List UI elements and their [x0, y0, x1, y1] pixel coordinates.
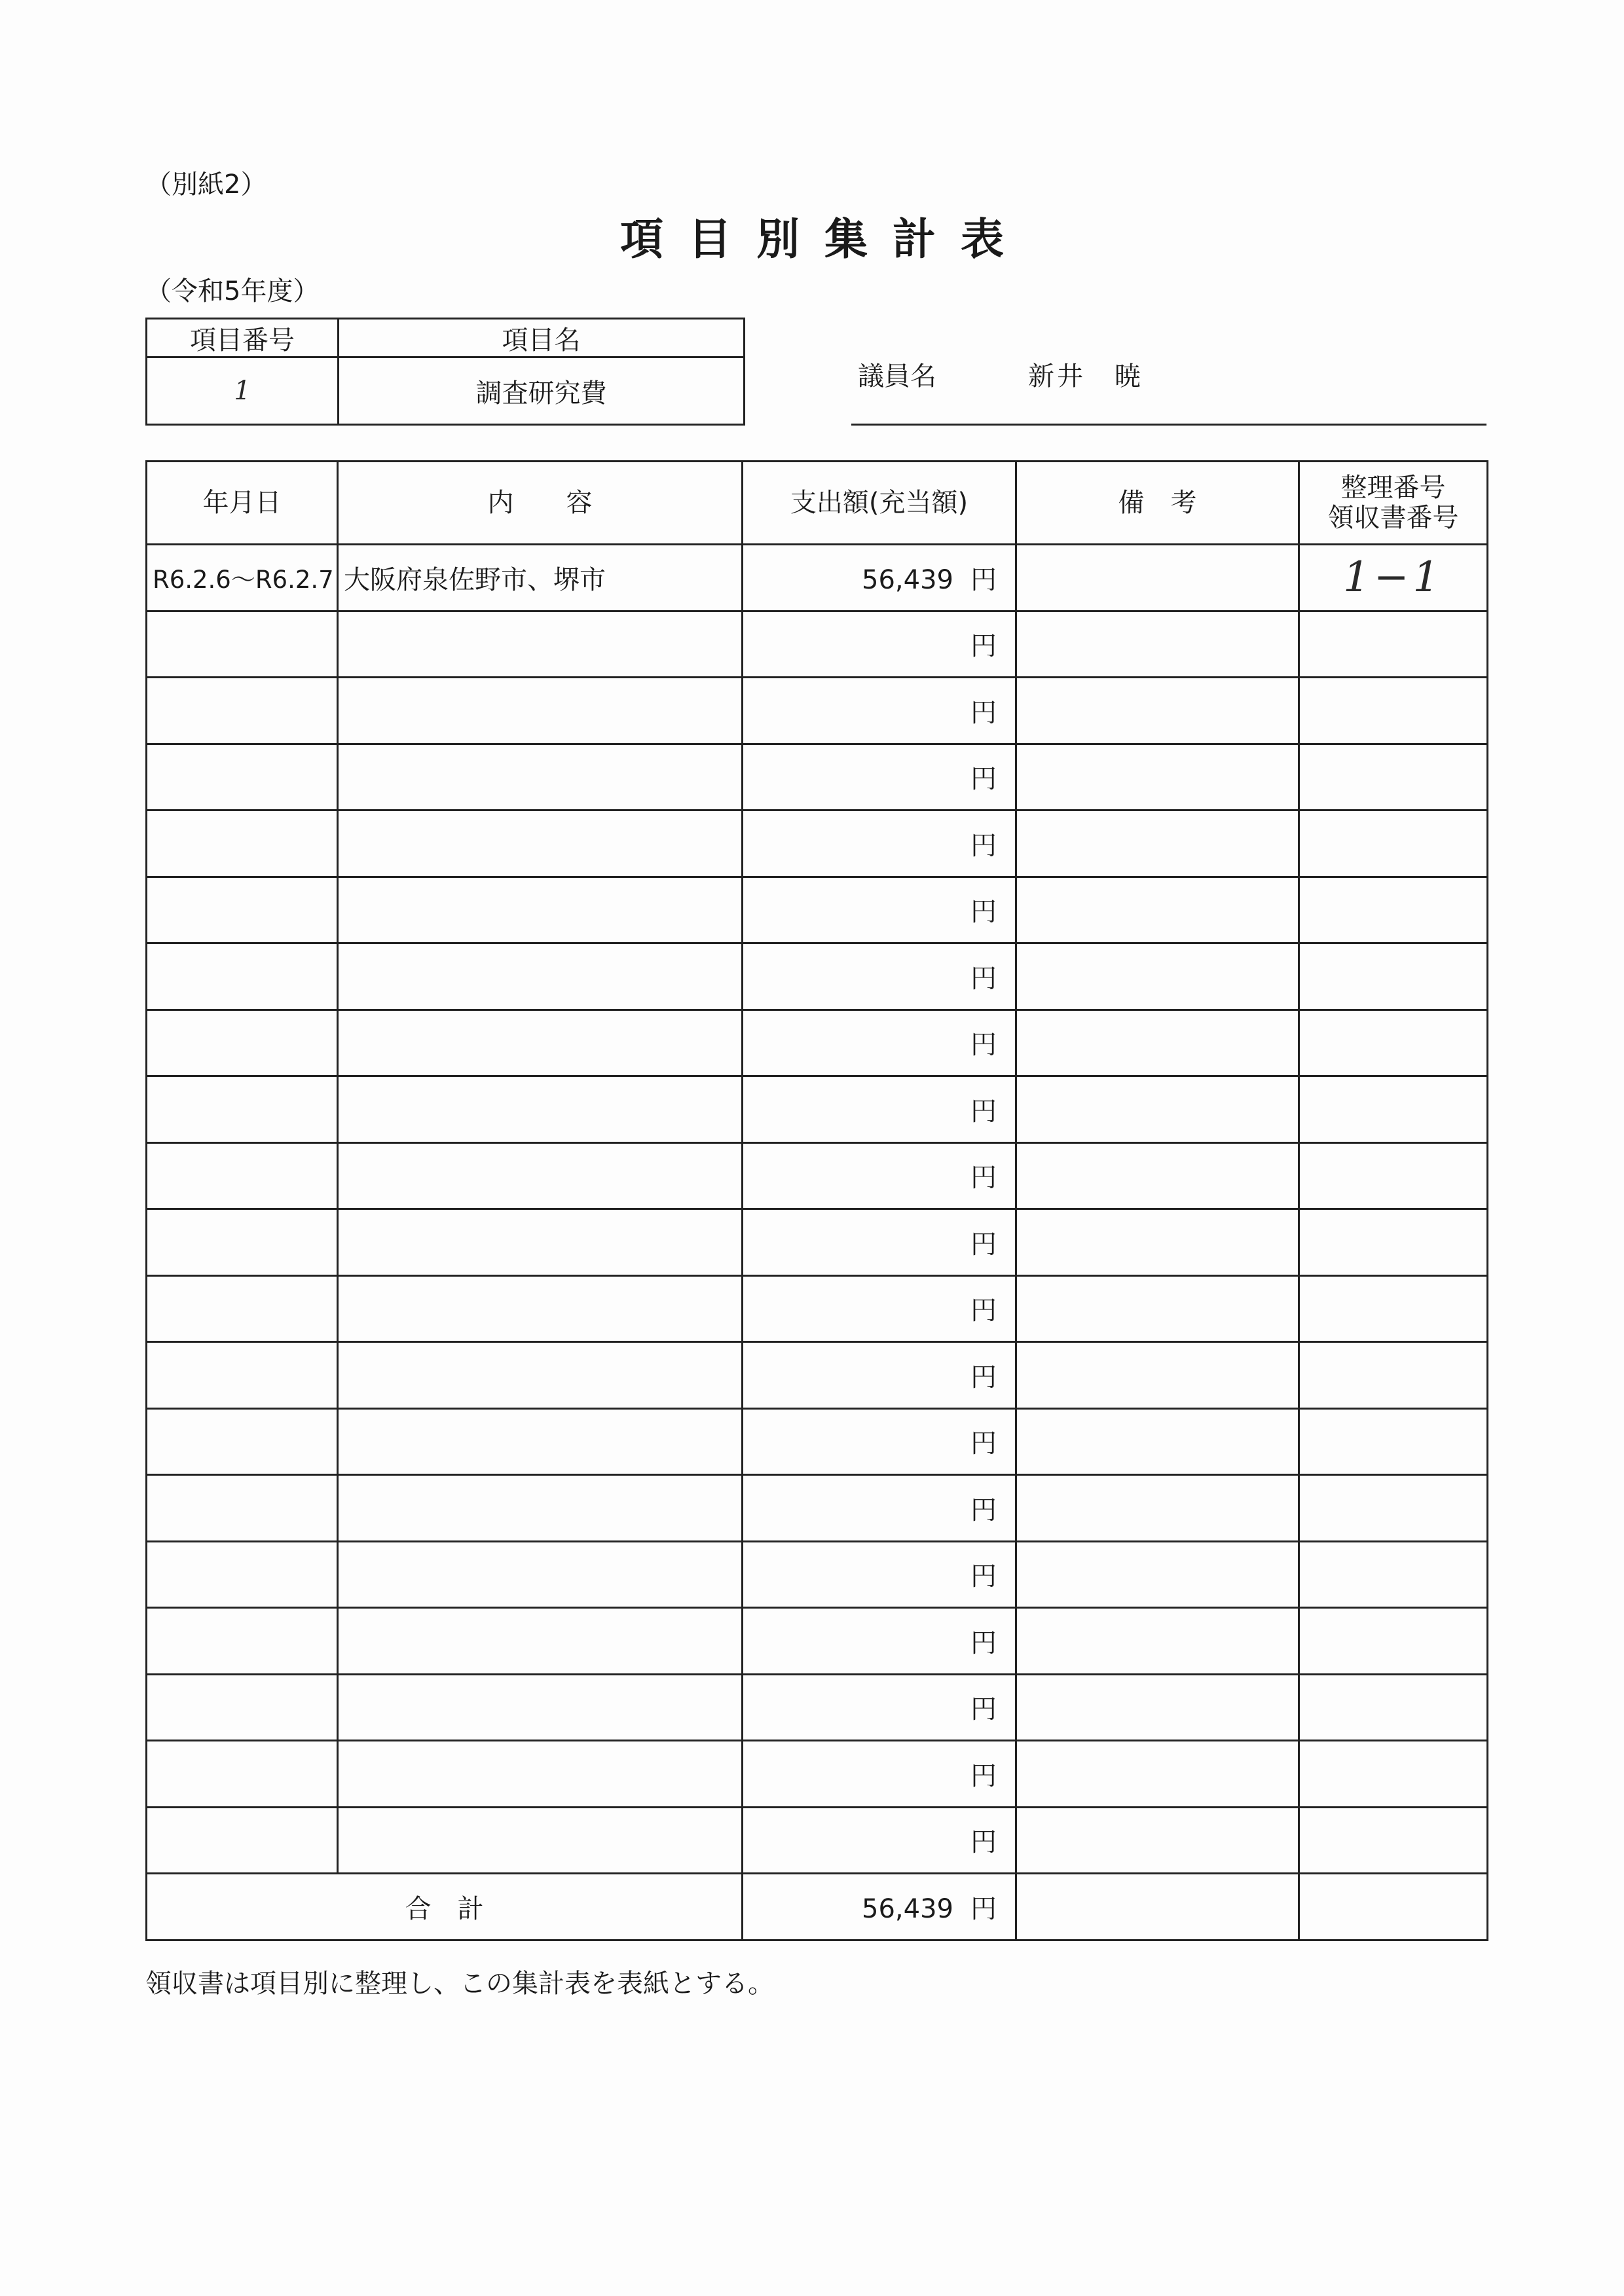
amount-cell: [743, 1741, 1016, 1808]
amount-cell: [743, 1475, 1016, 1542]
note-cell: [1016, 1741, 1299, 1808]
receipt-cell: [1299, 1674, 1488, 1741]
note-cell: [1016, 811, 1299, 877]
table-row: [147, 1142, 1488, 1209]
amount-cell: [743, 1674, 1016, 1741]
yen-unit: 円: [970, 897, 997, 928]
amount-cell: [743, 1608, 1016, 1675]
content-cell: [338, 1342, 743, 1409]
member-name-underline: [851, 424, 1486, 426]
content-cell: [338, 1741, 743, 1808]
amount-cell: [743, 744, 1016, 811]
receipt-cell: [1299, 1408, 1488, 1475]
table-row: [147, 545, 1488, 611]
table-row: [147, 1807, 1488, 1874]
content-cell: [338, 611, 743, 678]
total-note-cell: [1016, 1874, 1299, 1941]
amount-cell: [743, 1342, 1016, 1409]
amount-cell: [743, 545, 1016, 611]
content-column-header: 内 容: [338, 462, 743, 545]
receipt-header-line1: 整理番号: [1340, 473, 1446, 503]
table-row: [147, 1275, 1488, 1342]
content-cell: [338, 678, 743, 744]
yen-unit: 円: [970, 1030, 997, 1061]
receipt-cell: [1299, 744, 1488, 811]
receipt-cell: [1299, 1142, 1488, 1209]
note-cell: [1016, 1408, 1299, 1475]
note-cell: [1016, 1142, 1299, 1209]
table-row: [147, 877, 1488, 943]
date-cell: [147, 811, 338, 877]
date-cell: [147, 1475, 338, 1542]
amount-cell: [743, 1275, 1016, 1342]
receipt-cell: [1299, 1807, 1488, 1874]
receipt-header-line2: 領収書番号: [1327, 503, 1459, 533]
date-cell: [147, 943, 338, 1010]
amount-cell: [743, 1408, 1016, 1475]
date-cell: [147, 1608, 338, 1675]
total-row: [147, 1874, 1488, 1941]
table-row: [147, 1342, 1488, 1409]
table-row: [147, 1741, 1488, 1808]
yen-unit: 円: [970, 631, 997, 662]
yen-unit: 円: [970, 1760, 997, 1791]
receipt-cell: [1299, 1741, 1488, 1808]
yen-unit: 円: [970, 1561, 997, 1592]
receipt-cell: [1299, 1076, 1488, 1143]
receipt-cell: [1299, 1275, 1488, 1342]
amount-cell: [743, 1076, 1016, 1143]
table-row: [147, 1475, 1488, 1542]
table-row: [147, 1010, 1488, 1076]
date-cell: [147, 744, 338, 811]
attachment-label: （別紙2）: [145, 170, 267, 200]
note-cell: [1016, 1807, 1299, 1874]
yen-unit: 円: [970, 1096, 997, 1127]
amount-column-header: 支出額(充当額): [743, 462, 1016, 545]
total-amount-value: 56,439: [862, 1893, 953, 1924]
receipt-number-value: 1−1: [1342, 553, 1444, 602]
total-label: 合 計: [147, 1874, 743, 1941]
content-cell: [338, 877, 743, 943]
content-cell: [338, 1142, 743, 1209]
table-row: [147, 811, 1488, 877]
note-cell: [1016, 545, 1299, 611]
note-cell: [1016, 1342, 1299, 1409]
yen-unit: 円: [970, 1296, 997, 1326]
fiscal-year-label: （令和5年度）: [145, 276, 320, 306]
member-name-label: 議員名: [858, 361, 936, 392]
receipt-cell: [1299, 1608, 1488, 1675]
date-cell: [147, 1275, 338, 1342]
receipt-cell: [1299, 1342, 1488, 1409]
date-cell: [147, 1674, 338, 1741]
table-row: [147, 1541, 1488, 1608]
footnote: 領収書は項目別に整理し、この集計表を表紙とする。: [145, 1969, 774, 1999]
content-cell: [338, 1541, 743, 1608]
member-name-value: 新井 暁: [1028, 361, 1143, 392]
receipt-cell: [1299, 943, 1488, 1010]
receipt-cell: [1299, 877, 1488, 943]
date-cell: [147, 1541, 338, 1608]
receipt-column-header: [1299, 462, 1488, 545]
content-cell: [338, 1076, 743, 1143]
amount-cell: [743, 1010, 1016, 1076]
content-cell: [338, 744, 743, 811]
amount-cell: [743, 1142, 1016, 1209]
table-row: [147, 1674, 1488, 1741]
note-cell: [1016, 877, 1299, 943]
total-amount-cell: [743, 1874, 1016, 1941]
note-cell: [1016, 1541, 1299, 1608]
content-cell: [338, 1475, 743, 1542]
content-cell: [338, 811, 743, 877]
yen-unit: 円: [970, 963, 997, 994]
date-cell: [147, 1076, 338, 1143]
table-row: [147, 1408, 1488, 1475]
yen-unit: 円: [970, 1628, 997, 1658]
yen-unit: 円: [970, 764, 997, 795]
table-row: [147, 1608, 1488, 1675]
note-cell: [1016, 744, 1299, 811]
receipt-cell: [1299, 611, 1488, 678]
date-cell: [147, 1010, 338, 1076]
note-cell: [1016, 611, 1299, 678]
total-yen-unit: 円: [970, 1893, 997, 1924]
note-cell: [1016, 1209, 1299, 1276]
date-cell: [147, 1741, 338, 1808]
date-cell: [147, 877, 338, 943]
table-row: [147, 1209, 1488, 1276]
item-number-value: 1: [234, 376, 251, 406]
yen-unit: 円: [970, 1229, 997, 1260]
yen-unit: 円: [970, 1362, 997, 1393]
yen-unit: 円: [970, 1163, 997, 1194]
amount-cell: [743, 678, 1016, 744]
yen-unit: 円: [970, 564, 997, 595]
item-number-header: 項目番号: [190, 325, 295, 355]
amount-cell: [743, 611, 1016, 678]
date-cell: [147, 1142, 338, 1209]
yen-unit: 円: [970, 697, 997, 728]
date-cell: [147, 1408, 338, 1475]
table-row: [147, 1076, 1488, 1143]
total-receipt-cell: [1299, 1874, 1488, 1941]
page-title: 項目別集計表: [620, 214, 1029, 264]
table-row: [147, 744, 1488, 811]
amount-cell: [743, 1209, 1016, 1276]
yen-unit: 円: [970, 830, 997, 861]
content-cell: [338, 1674, 743, 1741]
note-cell: [1016, 1275, 1299, 1342]
yen-unit: 円: [970, 1694, 997, 1725]
receipt-cell: [1299, 1541, 1488, 1608]
content-cell: [338, 1275, 743, 1342]
date-cell: [147, 1807, 338, 1874]
amount-cell: [743, 1541, 1016, 1608]
table-header-row: [147, 462, 1488, 545]
note-cell: [1016, 1674, 1299, 1741]
amount-cell: [743, 811, 1016, 877]
date-cell: [147, 1342, 338, 1409]
table-row: [147, 678, 1488, 744]
date-cell: [147, 611, 338, 678]
expense-summary-table: [145, 460, 1488, 1941]
note-cell: [1016, 678, 1299, 744]
note-cell: [1016, 1076, 1299, 1143]
amount-cell: [743, 943, 1016, 1010]
yen-unit: 円: [970, 1429, 997, 1459]
content-cell: [338, 1209, 743, 1276]
content-cell: [338, 943, 743, 1010]
receipt-cell: [1299, 678, 1488, 744]
amount-cell: [743, 877, 1016, 943]
item-name-value: 調査研究費: [475, 378, 607, 409]
date-cell: [147, 678, 338, 744]
yen-unit: 円: [970, 1827, 997, 1858]
content-cell: [338, 1807, 743, 1874]
amount-value: 56,439: [862, 564, 953, 595]
content-cell: 大阪府泉佐野市、堺市: [338, 545, 743, 611]
content-cell: [338, 1010, 743, 1076]
date-column-header: 年月日: [147, 462, 338, 545]
receipt-cell: [1299, 1010, 1488, 1076]
yen-unit: 円: [970, 1495, 997, 1525]
note-cell: [1016, 1608, 1299, 1675]
content-cell: [338, 1408, 743, 1475]
receipt-cell: [1299, 545, 1488, 611]
item-info-table: [145, 318, 745, 426]
note-column-header: 備 考: [1016, 462, 1299, 545]
date-cell: [147, 1209, 338, 1276]
receipt-cell: [1299, 811, 1488, 877]
table-row: [147, 943, 1488, 1010]
note-cell: [1016, 943, 1299, 1010]
note-cell: [1016, 1475, 1299, 1542]
item-name-header: 項目名: [502, 325, 581, 355]
table-body: [147, 545, 1488, 1874]
note-cell: [1016, 1010, 1299, 1076]
amount-cell: [743, 1807, 1016, 1874]
content-cell: [338, 1608, 743, 1675]
table-row: [147, 611, 1488, 678]
receipt-cell: [1299, 1475, 1488, 1542]
date-cell: R6.2.6～R6.2.7: [147, 545, 338, 611]
receipt-cell: [1299, 1209, 1488, 1276]
